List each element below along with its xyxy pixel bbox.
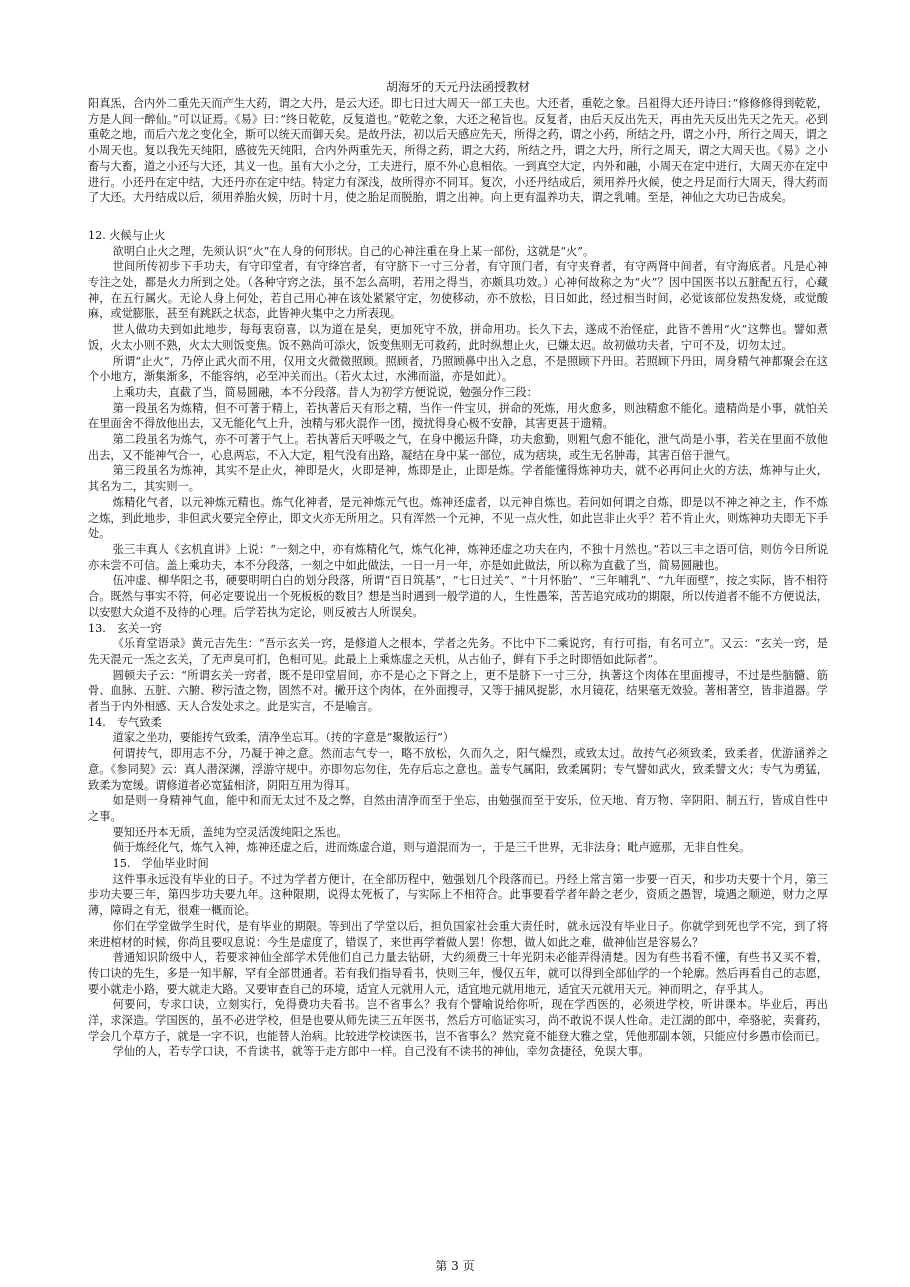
section-14-paragraph: 倘于炼经化气，炼气入神，炼神还虚之后，进而炼虚合道，则与道混而为一，于是三千世界，无非法身；毗卢遮那，无非自性矣。 [112, 841, 751, 855]
section-12-paragraph: 欲明白止火之理，先须认识“火”在人身的何形状。自己的心神注重在身上某一部份，这就是“火”。 [112, 244, 595, 258]
section-15-paragraph: 你们在学堂做学生时代，是有毕业的期限。等到出了学堂以后，担负国家社会重大责任时，就永远没有毕业日子。你就学到死也学不完，到了将来进棺材的时候，你尚且要叹息说：今生是虚度了，错误了，来世再学着做人罢！你想，做人如此之难，做神仙岂是容易么？ [88, 919, 828, 949]
section-15-paragraph: 学仙的人，若专学口诀，不肯读书，就等于走方郎中一样。自己没有不读书的神仙，幸勿贪捷径，免误大事。 [112, 1045, 650, 1059]
intro-paragraph: 阳真炁，合内外二重先天而产生大药，谓之大丹，是云大还。即七日过大周天一部工夫也。大还者，重乾之象。吕祖得大还丹诗曰：”修修修得到乾乾，方是人间一醉仙。”可以证焉。《易》曰：”终日乾乾，反复道也。”乾乾之象，大还之秘旨也。反复者，由后天反出先天，再由先天反出先天之先天。必到重乾之地，而后六龙之变化全，斯可以统天而御天矣。是故丹法，初以后天感应先天，所得之药，谓之小药，所结之丹，谓之小丹，所行之周天，谓之小周天也。复以我先天纯阳，感彼先天纯阳，合内外两重先天，所得之药，谓之大药，所结之丹，谓之大丹，所行之周天，谓之大周天也。《易》之小畜与大畜，道之小还与大还，其义一也。虽有大小之分，工夫进行，原不外心息相依。一到真空大定，内外和融，小周天在定中进行，大周天亦在定中进行。小还丹在定中结，大还丹亦在定中结。特定力有深浅，故所得亦不同耳。复次，小还丹结成后，须用养丹火候，使之丹足而行大周天，得大药而了大还。大丹结成以后，须用养胎火候，历时十月，使之胎足而脱胎，谓之出神。向上更有温养功夫，谓之乳哺。至是，神仙之大功已告成矣。 [88, 97, 828, 205]
section-13-heading: 13. 玄关一窍 [88, 621, 162, 635]
section-12-paragraph: 上乘功夫，直截了当，简易圆融，本不分段落。昔人为初学方便说说，勉强分作三段： [112, 385, 538, 399]
section-15-paragraph: 普通知识阶级中人，若要求神仙全部学术凭他们自己力量去钻研，大约须费三十年光阴未必能弄得清楚。因为有些书看不懂，有些书又买不着，传口诀的先生，多是一知半解，罕有全部贯通者。若有我们指导看书，快则三年，慢仅五年，就可以得到全部仙学的一个轮廓。然后再看自己的志愿，要小就走小路，要大就走大路。又要审查自己的环境，适宜人元就用人元，适宜地元就用地元，适宜天元就用天元。神而明之，存乎其人。 [88, 951, 828, 996]
section-12-paragraph: 第三段虽名为炼神，其实不是止火，神即是火，火即是神，炼即是止，止即是炼。学者能懂得炼神功夫，就不必再问止火的方法，炼神与止火，其名为二，其实则一。 [88, 464, 828, 494]
section-14-paragraph: 何谓抟气，即用志不分，乃凝于神之意。然而志气专一，略不放松，久而久之，阳气燥烈，或致太过。故抟气必须致柔，致柔者，优游涵养之意。《参同契》云：真人潜深渊，浮游守规中。亦即勿忘勿住，先存后忘之意也。盖专气属阳，致柔属阴；专气譬如武火，致柔譬文火；专气为勇猛，致柔为宽缓。谓修道者必宽猛相济，阴阳互用为得耳。 [88, 747, 828, 792]
document-page [88, 80, 828, 1060]
section-15-heading: 15. 学仙毕业时间 [112, 857, 209, 871]
section-spacer [88, 206, 828, 228]
section-12-paragraph: 所谓“止火”，乃停止武火而不用，仅用文火微微照顾。照顾者，乃照顾鼻中出入之息，不是照顾下丹田。若照顾下丹田，周身精气神都聚会在这个小地方，渐集渐多，不能容纳，必至冲关而出。（若火太过，水沸而溢，亦是如此）。 [88, 354, 828, 384]
page-number: 第 3 页 [435, 1259, 475, 1273]
section-14-paragraph: 道家之坐功，要能抟气致柔，清净坐忘耳。（抟的字意是”聚散运行”） [112, 731, 455, 745]
section-14-heading: 14. 专气致柔 [88, 715, 162, 729]
section-13-paragraph: 圆顿夫子云：“所谓玄关一窍者，既不是印堂眉间，亦不是心之下肾之上，更不是脐下一寸三分，执著这个肉体在里面搜寻，不过是些脑髓、筋骨、血脉、五脏、六腑、秽污渣之物，固然不对。撇开这个肉体，在外面搜寻，又等于捕风捉影，水月镜花，结果毫无效验。著相著空，皆非道器。学者当于内外相感、天人合发处求之。此是实言，不是喻言。 [88, 668, 828, 714]
section-15-paragraph: 这件事永远没有毕业的日子。不过为学者方便计，在全部历程中，勉强划几个段落而已。丹经上常言第一步要一百天，和步功夫要十个月，第三步功夫要三年，第四步功夫要九年。这种限期，说得太死板了，与实际上不相符合。此事要看学者年龄之老少，资质之愚智，境遇之顺逆，财力之厚薄，障碍之有无，很难一概而论。 [88, 872, 828, 918]
section-12-paragraph: 张三丰真人《玄机直讲》上说：“一刻之中，亦有炼精化气，炼气化神，炼神还虚之功夫在内，不独十月然也。”若以三丰之语可信，则仿今日所说亦未尝不可信。盖上乘功夫，本不分段落，一刻之中如此做法，一日一月一年，亦是如此做法，所以称为直截了当，简易圆融也。 [88, 542, 828, 572]
section-15-paragraph: 何要问，专求口诀，立刻实行，免得费功夫看书。岂不省事么？我有个譬喻说给你听，现在学西医的，必须进学校，听讲课本。毕业后，再出洋，求深造。学国医的，虽不必进学校，但是也要从师先读三五年医书，然后方可临证实习，尚不敢说不误人性命。走江湖的郎中，牵骆驼，卖膏药，学会几个草方子，就是一字不识，也能替人治病。比较进学校读医书，岂不省事么？然究竟不能登大雅之堂，凭他那副本领，只能应付乡愚市侩而已。 [88, 998, 828, 1043]
section-12-paragraph: 炼精化气者，以元神炼元精也。炼气化神者，是元神炼元气也。炼神还虚者，以元神自炼也。若问如何谓之自炼，即是以不神之神之主，作不炼之炼，到此地步，非但武火要完全停止，即文火亦无所用之。只有浑然一个元神，不见一点火性，如此岂非止火乎？若不肯止火，则炼神功夫即无下手处。 [88, 495, 828, 541]
section-12-paragraph: 第二段虽名为炼气，亦不可著于气上。若执著后天呼吸之气，在身中搬运升降，功夫愈勤，则粗气愈不能化，泄气尚是小事，若关在里面不放他出去，又不能神气合一，心息两忘，不入大定，粗气没有出路，凝结在身中某一部位，成为痞块，或生无名肿毒，其害百倍于泄气。 [88, 433, 828, 462]
section-12-paragraph: 世间所传初步下手功夫，有守印堂者，有守绛宫者，有守脐下一寸三分者，有守顶门者，有守夹脊者，有守两肾中间者，有守海底者。凡是心神专注之处，都是火力所到之处。（各种守窍之法，虽不怎么高明，若用之得当，亦颇具功效。）心神何故称之为“火”？因中国医书以五脏配五行，心藏神，在五行属火。无论人身上何处，若自己用心神在该处紧紧守定，勿使移动，亦不放松，日日如此，经过相当时间，必觉该部位发热发烧，或觉酸麻，或觉膨胀，甚至有跳跃之状态，此皆神火集中之力所表现。 [88, 260, 828, 321]
section-13-paragraph: 《乐育堂语录》黄元吉先生：“吾示玄关一窍，是修道人之根本，学者之先务。不比中下二乘说窍，有行可指，有名可立”。又云：“玄关一窍，是先天混元一炁之玄关，了无声臭可扪，色相可见。此最上上乘炼虚之天机，从古仙子，鲜有下手之时即悟如此际者”。 [88, 637, 828, 666]
page-title: 胡海牙的天元丹法函授教材 [385, 80, 530, 94]
section-14-paragraph: 如是则一身精神气血，能中和而无太过不及之弊，自然由清净而至于坐忘，由勉强而至于安乐，位天地、育万物、宰阴阳、制五行，皆成自性中之事。 [88, 794, 828, 823]
section-14-paragraph: 要知还丹本无质，盖纯为空灵活泼纯阳之炁也。 [112, 825, 348, 839]
section-12-heading: 12. 火候与止火 [88, 228, 166, 242]
section-12-paragraph: 第一段虽名为炼精，但不可著于精上，若执著后天有形之精，当作一件宝贝，拼命的死炼，用火愈多，则浊精愈不能化。遗精尚是小事，就怕关在里面舍不得放他出去，又无能化气上升，浊精与邪火混作一团，搅扰得身心极不安静，其害更甚于遗精。 [88, 401, 828, 431]
section-12-paragraph: 伍冲虚、柳华阳之书，硬要明明白白的划分段落，所谓“百日筑基”，“七日过关”、“十月怀胎”、“三年哺乳”、“九年面壁”，按之实际，皆不相符合。既然与事实不符，何必定要说出一个死板板的数目？想是当时遇到一般学道的人，生性愚笨，苦苦追究成功的期限，所以传道者不能不方便说法，以安慰大众道不及待的心理。后学若执为定论，则反被古人所误矣。 [88, 574, 828, 619]
section-12-paragraph: 世人做功夫到如此地步，每每衷窃喜，以为道在是矣，更加死守不放，拼命用功。长久下去，遂成不治怪症，此皆不善用“火”这弊也。譬如煮饭，火太小则不熟，火太大则饭变焦。饭不熟尚可添火，饭变焦则无可救药，此时纵想止火，已嫌太迟。故初做功夫者，宁可不及，切勿太过。 [88, 323, 828, 352]
